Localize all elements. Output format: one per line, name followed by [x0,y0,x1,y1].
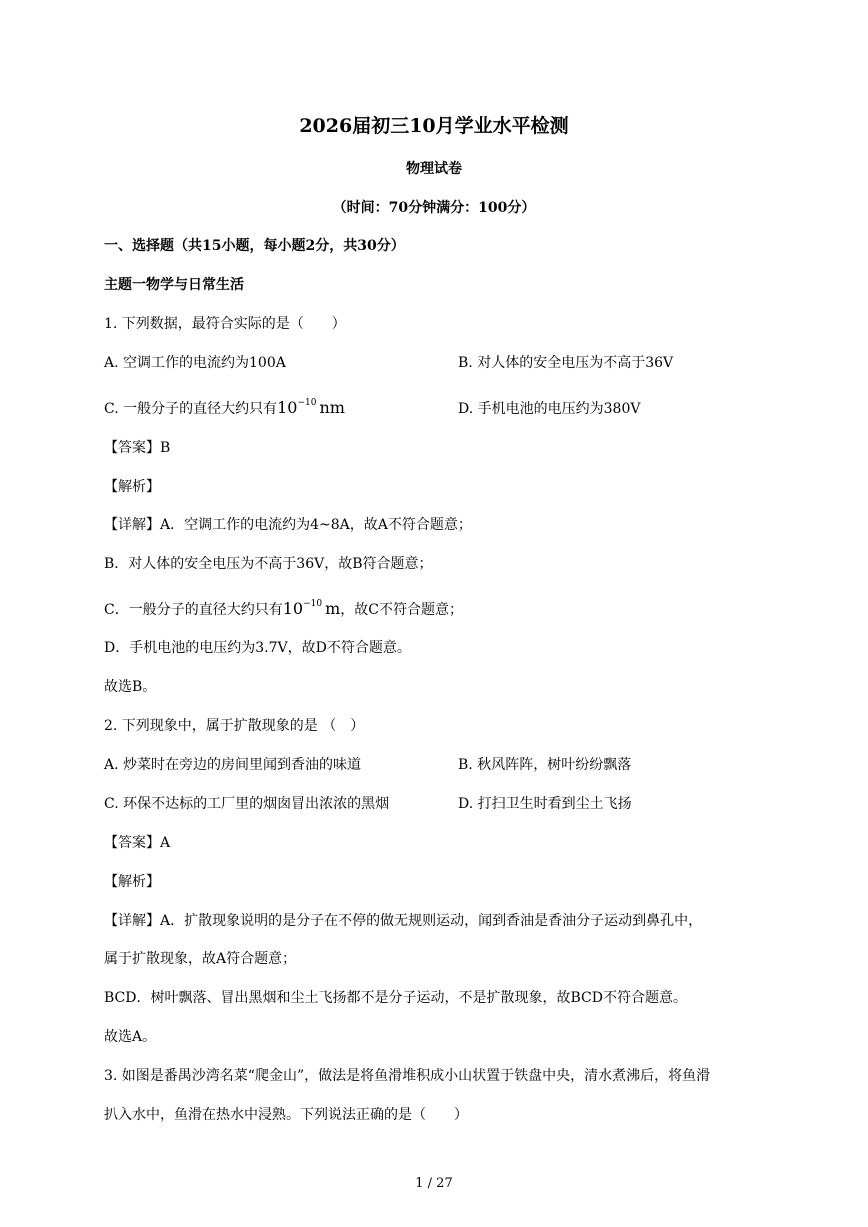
question-1-option-a: A. 空调工作的电流约为100A [104,355,286,371]
question-2-stem: 2. 下列现象中，属于扩散现象的是 （ ） [104,718,365,734]
page-subtitle: 物理试卷 [406,161,462,177]
detail-c-unit: m [325,599,341,618]
question-1-detail-a: 【详解】A．空调工作的电流约为4~8A，故A不符合题意； [104,517,472,533]
question-2-option-d: D. 打扫卫生时看到尘土飞扬 [458,796,632,812]
option-c-power-base: 10 [277,398,298,417]
option-c-power-exponent: −10 [297,398,317,409]
question-1-detail-d: D．手机电池的电压约为3.7V，故D不符合题意。 [104,640,411,656]
page-title: 2026届初三10月学业水平检测 [299,115,569,137]
question-1-option-d: D. 手机电池的电压约为380V [458,401,641,417]
question-1-analysis-label: 【解析】 [104,479,160,495]
question-2-detail-line-3: BCD．树叶飘落、冒出黑烟和尘土飞扬都不是分子运动，不是扩散现象，故BCD不符合题意。 [104,990,687,1006]
question-1-detail-b: B．对人体的安全电压为不高于36V，故B符合题意； [104,556,433,572]
detail-c-power-base: 10 [282,599,304,618]
question-1-stem: 1. 下列数据，最符合实际的是（ ） [104,316,346,332]
time-info: （时间：70分钟满分：100分） [332,200,536,216]
question-2-analysis-label: 【解析】 [104,874,160,890]
question-2-option-c: C. 环保不达标的工厂里的烟囱冒出浓浓的黑烟 [104,796,390,812]
detail-c-text: C．一般分子的直径大约只有 [104,602,283,618]
question-3-stem-line-1: 3. 如图是番禺沙湾名菜“爬金山”，做法是将鱼滑堆积成小山状置于铁盘中央，清水煮沸后，将鱼滑 [104,1068,711,1084]
detail-c-power-exponent: −10 [303,599,323,610]
section-heading: 一、选择题（共15小题，每小题2分，共30分） [104,238,405,254]
question-2-conclusion: 故选A。 [104,1029,157,1045]
question-2-option-a: A. 炒菜时在旁边的房间里闻到香油的味道 [104,757,362,773]
question-2-detail-line-2: 属于扩散现象，故A符合题意； [104,951,297,967]
question-1-option-c [104,400,345,416]
question-1-conclusion: 故选B。 [104,679,157,695]
question-1-answer: 【答案】B [104,440,171,456]
question-2-option-b: B. 秋风阵阵，树叶纷纷飘落 [458,757,632,773]
page-number: 1 / 27 [415,1176,453,1191]
detail-c-suffix: ，故C不符合题意； [340,602,463,618]
question-3-stem-line-2: 扒入水中，鱼滑在热水中浸熟。下列说法正确的是（ ） [104,1107,468,1123]
question-1-option-b: B. 对人体的安全电压为不高于36V [458,355,674,371]
topic-heading: 主题一物学与日常生活 [104,277,244,293]
question-1-detail-c [104,601,463,617]
option-c-text: C. 一般分子的直径大约只有 [104,401,278,417]
question-2-answer: 【答案】A [104,835,171,851]
question-2-detail-line-1: 【详解】A．扩散现象说明的是分子在不停的做无规则运动，闻到香油是香油分子运动到鼻孔中， [104,913,703,929]
option-c-unit: nm [319,398,345,417]
